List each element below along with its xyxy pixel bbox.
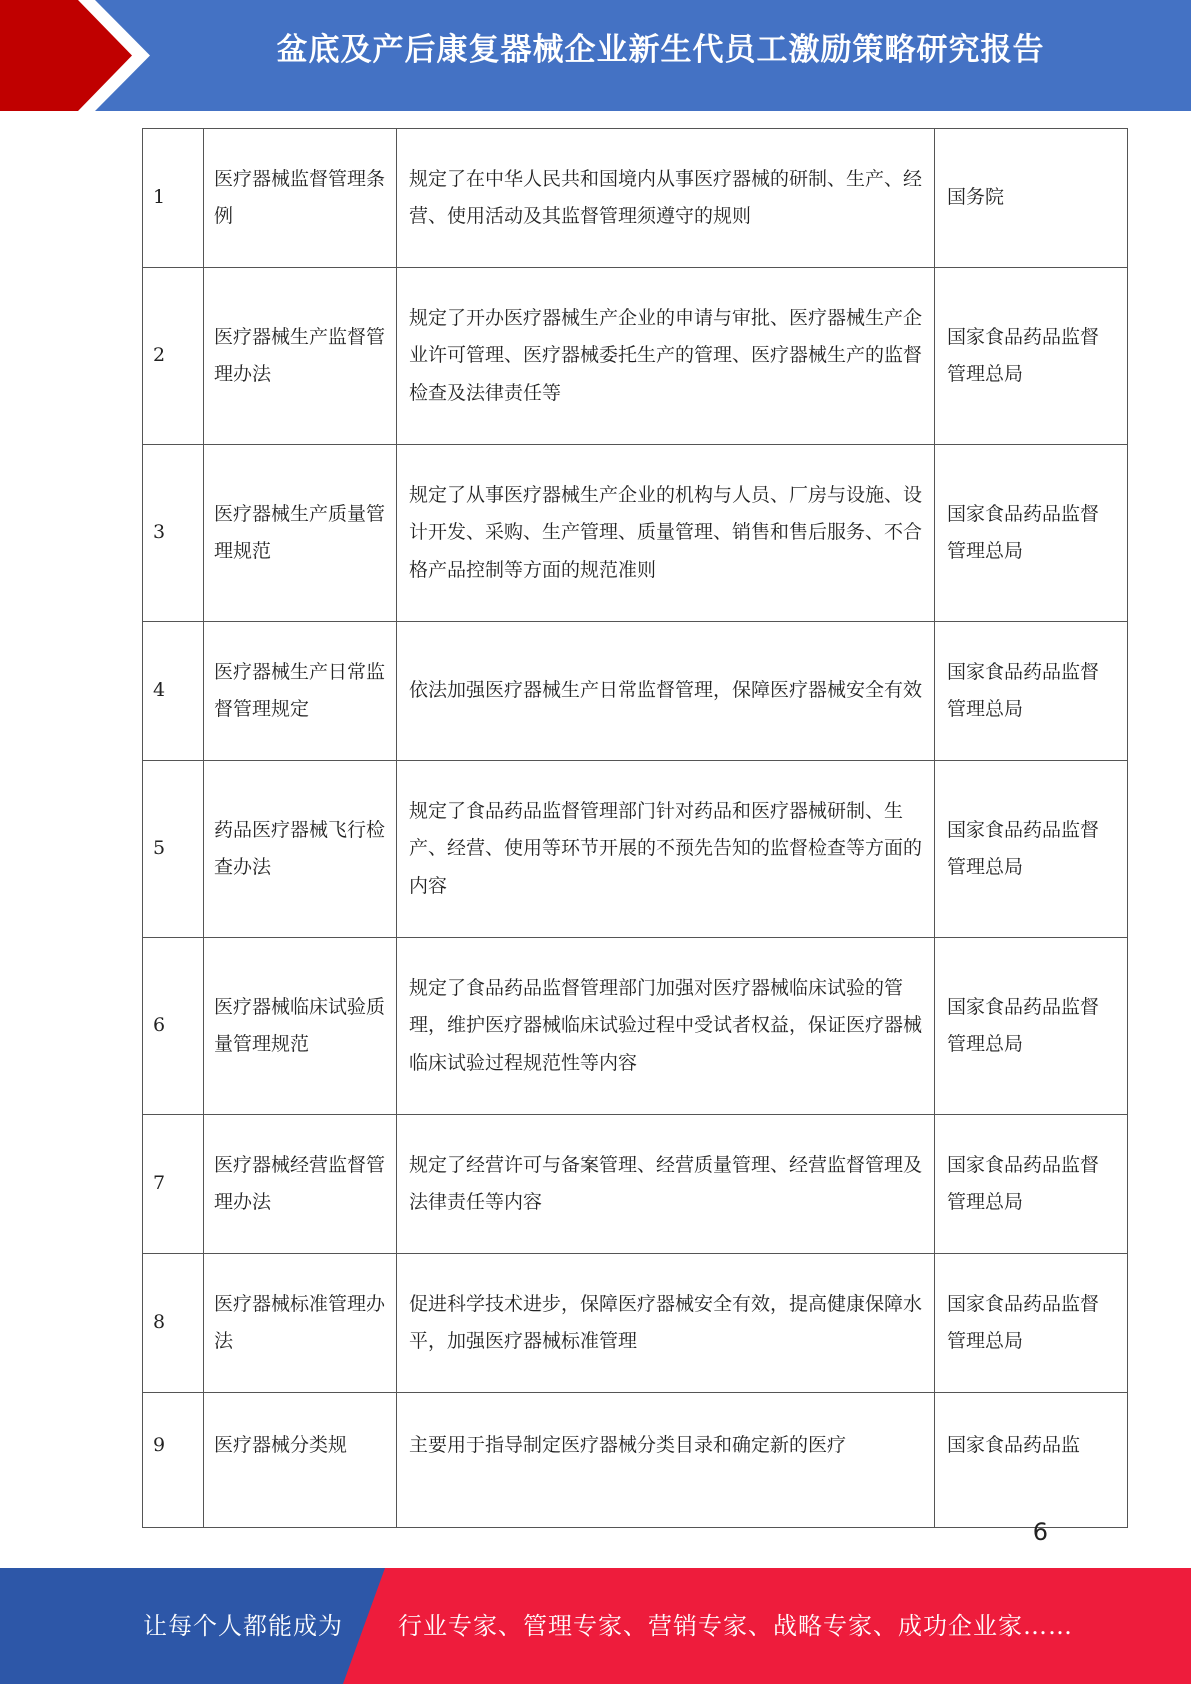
- row-number: 2: [143, 268, 204, 445]
- regulation-description: 规定了食品药品监督管理部门加强对医疗器械临床试验的管理，维护医疗器械临床试验过程中受试者权益，保证医疗器械临床试验过程规范性等内容: [397, 938, 935, 1115]
- row-number: 4: [143, 622, 204, 761]
- row-number: 3: [143, 445, 204, 622]
- row-number: 9: [143, 1393, 204, 1528]
- row-number: 1: [143, 129, 204, 268]
- issuing-authority: 国家食品药品监: [935, 1393, 1128, 1528]
- issuing-authority: 国家食品药品监督管理总局: [935, 1115, 1128, 1254]
- regulation-name: 医疗器械经营监督管理办法: [204, 1115, 397, 1254]
- page-number: 6: [1032, 1518, 1048, 1546]
- regulation-name: 医疗器械临床试验质量管理规范: [204, 938, 397, 1115]
- regulation-description: 促进科学技术进步，保障医疗器械安全有效，提高健康保障水平，加强医疗器械标准管理: [397, 1254, 935, 1393]
- page-footer: [0, 1568, 1191, 1684]
- table-row: [143, 445, 1128, 622]
- report-title: 盆底及产后康复器械企业新生代员工激励策略研究报告: [276, 32, 1045, 68]
- row-number: 6: [143, 938, 204, 1115]
- regulations-table: [142, 128, 1128, 1528]
- regulation-name: 医疗器械生产质量管理规范: [204, 445, 397, 622]
- table-row: [143, 129, 1128, 268]
- regulation-description: 规定了经营许可与备案管理、经营质量管理、经营监督管理及法律责任等内容: [397, 1115, 935, 1254]
- issuing-authority: 国家食品药品监督管理总局: [935, 1254, 1128, 1393]
- issuing-authority: 国家食品药品监督管理总局: [935, 761, 1128, 938]
- table-row: [143, 938, 1128, 1115]
- table-row: [143, 1115, 1128, 1254]
- footer-slogan-left: 让每个人都能成为: [143, 1612, 343, 1640]
- issuing-authority: 国家食品药品监督管理总局: [935, 268, 1128, 445]
- issuing-authority: 国家食品药品监督管理总局: [935, 622, 1128, 761]
- regulation-name: 医疗器械分类规: [204, 1393, 397, 1528]
- regulation-name: 药品医疗器械飞行检查办法: [204, 761, 397, 938]
- issuing-authority: 国家食品药品监督管理总局: [935, 445, 1128, 622]
- regulation-description: 规定了从事医疗器械生产企业的机构与人员、厂房与设施、设计开发、采购、生产管理、质量管理、销售和售后服务、不合格产品控制等方面的规范准则: [397, 445, 935, 622]
- header-arrow-decoration: [0, 0, 150, 111]
- table-row: [143, 761, 1128, 938]
- row-number: 5: [143, 761, 204, 938]
- regulation-name: 医疗器械生产日常监督管理规定: [204, 622, 397, 761]
- regulation-description: 主要用于指导制定医疗器械分类目录和确定新的医疗: [397, 1393, 935, 1528]
- regulation-name: 医疗器械生产监督管理办法: [204, 268, 397, 445]
- page-header: [0, 0, 1191, 111]
- regulation-description: 规定了在中华人民共和国境内从事医疗器械的研制、生产、经营、使用活动及其监督管理须遵守的规则: [397, 129, 935, 268]
- regulation-description: 规定了食品药品监督管理部门针对药品和医疗器械研制、生产、经营、使用等环节开展的不预先告知的监督检查等方面的内容: [397, 761, 935, 938]
- issuing-authority: 国务院: [935, 129, 1128, 268]
- regulation-name: 医疗器械标准管理办法: [204, 1254, 397, 1393]
- regulation-description: 规定了开办医疗器械生产企业的申请与审批、医疗器械生产企业许可管理、医疗器械委托生产的管理、医疗器械生产的监督检查及法律责任等: [397, 268, 935, 445]
- regulation-description: 依法加强医疗器械生产日常监督管理，保障医疗器械安全有效: [397, 622, 935, 761]
- footer-slogan-right: 行业专家、管理专家、营销专家、战略专家、成功企业家……: [398, 1612, 1073, 1640]
- regulation-name: 医疗器械监督管理条例: [204, 129, 397, 268]
- table-row: [143, 622, 1128, 761]
- issuing-authority: 国家食品药品监督管理总局: [935, 938, 1128, 1115]
- row-number: 7: [143, 1115, 204, 1254]
- table-row: [143, 268, 1128, 445]
- table-row: [143, 1393, 1128, 1528]
- table-row: [143, 1254, 1128, 1393]
- row-number: 8: [143, 1254, 204, 1393]
